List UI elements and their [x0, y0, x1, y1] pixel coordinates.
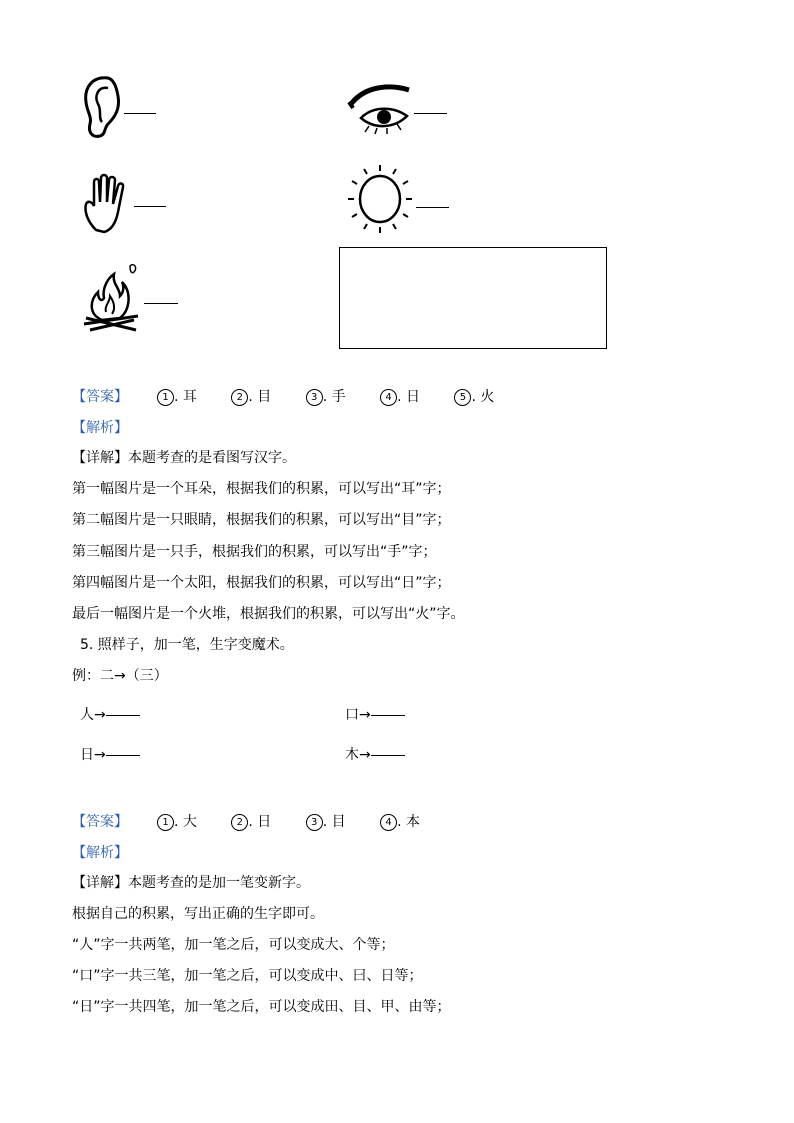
text-line: 根据自己的积累，写出正确的生字即可。: [72, 906, 324, 922]
exercise-item: 日→: [80, 744, 140, 764]
hand-icon: [82, 172, 132, 234]
exercise-blank[interactable]: [371, 755, 405, 756]
detail-line: 【详解】本题考查的是看图写汉字。: [72, 450, 296, 466]
answer-item: 1 . 耳: [157, 386, 197, 406]
answer-item: 3 . 手: [306, 386, 346, 406]
answer-blank-5[interactable]: [144, 303, 178, 304]
question-title: 5. 照样子，加一笔，生字变魔术。: [80, 637, 294, 653]
answer-item: 2 . 目: [231, 386, 271, 406]
eye-icon: [347, 82, 413, 136]
text-line: “人”字一共两笔，加一笔之后，可以变成大、个等；: [72, 937, 395, 953]
detail-line: 【详解】本题考查的是加一笔变新字。: [72, 875, 310, 891]
exercise-item: 口→: [345, 704, 405, 724]
answer-item: 2 . 日: [231, 811, 271, 831]
answer-tag: 【答案】: [72, 814, 128, 830]
answer-blank-4[interactable]: [416, 207, 449, 208]
text-line: 最后一幅图片是一个火堆，根据我们的积累，可以写出“火”字。: [72, 606, 465, 622]
text-line: “口”字一共三笔，加一笔之后，可以变成中、曰、日等；: [72, 968, 423, 984]
answer-blank-3[interactable]: [134, 206, 166, 207]
text-line: 第一幅图片是一个耳朵，根据我们的积累，可以写出“耳”字；: [72, 481, 451, 497]
analysis-tag: 【解析】: [72, 420, 128, 436]
answer-blank-1[interactable]: [124, 113, 156, 114]
empty-frame: [339, 247, 607, 349]
exercise-blank[interactable]: [106, 755, 140, 756]
answer-tag: 【答案】: [72, 389, 128, 405]
example-line: 例：二→（三）: [72, 668, 168, 684]
exercise-item: 木→: [345, 744, 405, 764]
sun-icon: [346, 163, 414, 235]
answer-item: 4 . 日: [380, 386, 420, 406]
exercise-item: 人→: [80, 704, 140, 724]
answer-item: 3 . 目: [306, 811, 346, 831]
answer-item: 4 . 本: [380, 811, 420, 831]
analysis-tag: 【解析】: [72, 845, 128, 861]
answer-item: 1 . 大: [157, 811, 197, 831]
ear-icon: [78, 74, 126, 140]
text-line: 第四幅图片是一个太阳，根据我们的积累，可以写出“日”字；: [72, 575, 451, 591]
exercise-blank[interactable]: [106, 715, 140, 716]
text-line: 第二幅图片是一只眼睛，根据我们的积累，可以写出“目”字；: [72, 512, 451, 528]
text-line: “日”字一共四笔，加一笔之后，可以变成田、目、甲、由等；: [72, 999, 451, 1015]
text-line: 第三幅图片是一只手，根据我们的积累，可以写出“手”字；: [72, 544, 437, 560]
fire-icon: [80, 260, 144, 334]
answer-list: [157, 386, 524, 406]
exercise-blank[interactable]: [371, 715, 405, 716]
answer-item: 5 . 火: [454, 386, 494, 406]
answer-blank-2[interactable]: [414, 113, 447, 114]
answer-list: [157, 811, 450, 831]
